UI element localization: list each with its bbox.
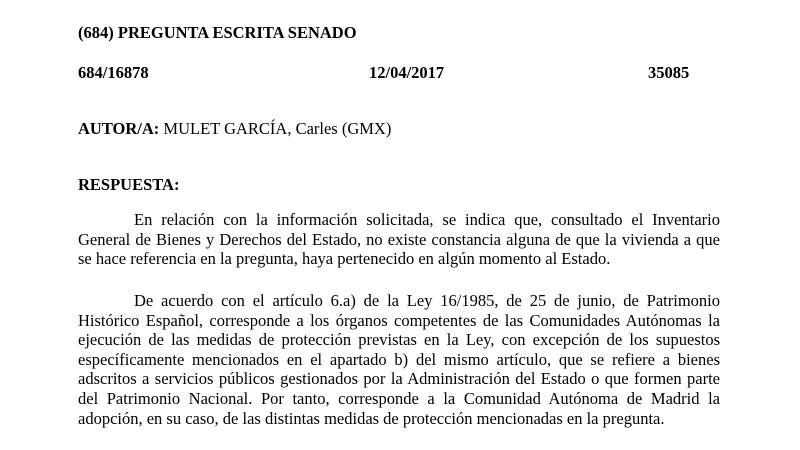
reference-number: 684/16878 (78, 63, 149, 82)
response-heading: RESPUESTA: (78, 175, 180, 194)
document-title: (684) PREGUNTA ESCRITA SENADO (78, 23, 357, 42)
document-code: 35085 (648, 63, 690, 82)
response-paragraph-2: De acuerdo con el artículo 6.a) de la Ley 16/1985, de 25 de junio, de Patrimonio Histórico Español, corresponde a los órganos competentes de las Comunidades Autónomas la ejecución de las medidas de protección previstas en la Ley, con excepción de los supuestos específicamente mencionados en el apartado b) del mismo artículo, que se refiere a bienes adscritos a servicios públicos gestionados por la Administración del Estado o que formen parte del Patrimonio Nacional. Por tanto, corresponde a la Comunidad Autónoma de Madrid la adopción, en su caso, de las distintas medidas de protección mencionadas en la pregunta. (78, 291, 720, 428)
document-date: 12/04/2017 (369, 63, 445, 82)
author-label: AUTOR/A: (78, 119, 160, 138)
author-line (78, 119, 391, 139)
author-name: MULET GARCÍA, Carles (GMX) (159, 119, 392, 138)
response-paragraph-1: En relación con la información solicitada, se indica que, consultado el Inventario General de Bienes y Derechos del Estado, no existe constancia alguna de que la vivienda a que se hace referencia en la pregunta, haya pertenecido en algún momento al Estado. (78, 210, 720, 269)
